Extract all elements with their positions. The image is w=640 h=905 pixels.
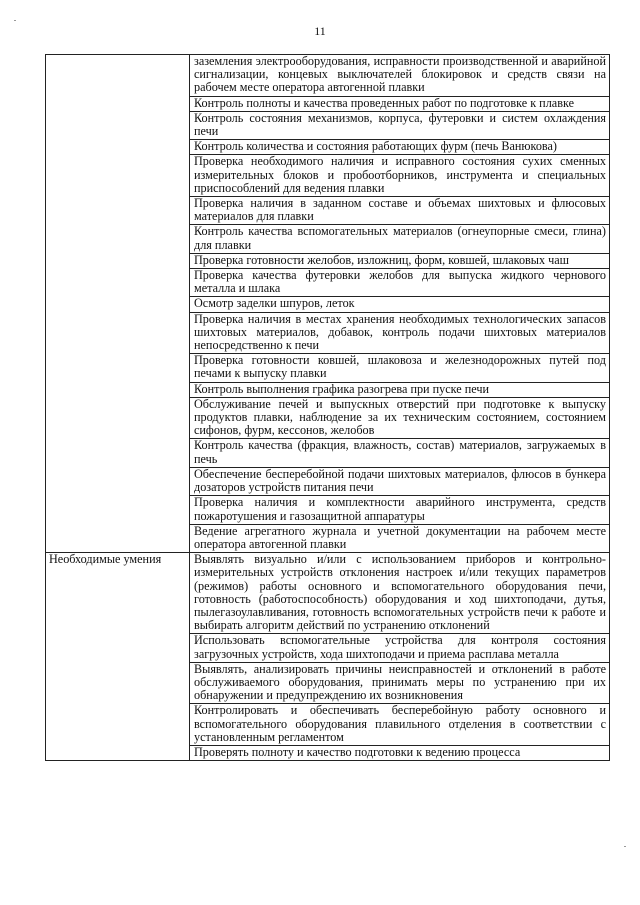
requirement-item: Проверять полноту и качество подготовки к ведению процесса <box>190 745 610 760</box>
page-number: 11 <box>314 24 326 38</box>
requirements-table <box>45 54 610 761</box>
requirement-item: Контролировать и обеспечивать бесперебойную работу основного и вспомогательного оборудования плавильного отделения в соответствии с установленным регламентом <box>190 704 610 746</box>
section-label: Необходимые умения <box>46 553 190 761</box>
requirement-item: Обслуживание печей и выпускных отверстий при подготовке к выпуску продуктов плавки, наблюдение за их техническим состоянием, состоянием сифонов, фурм, кессонов, желобов <box>190 397 610 439</box>
requirement-item: Контроль выполнения графика разогрева при пуске печи <box>190 382 610 397</box>
requirement-item: Проверка необходимого наличия и исправного состояния сухих сменных измерительных блоков и пробоотборников, инструмента и специальных приспособлений для ведения плавки <box>190 155 610 197</box>
scan-speck <box>14 20 16 21</box>
requirement-item: Проверка готовности желобов, изложниц, форм, ковшей, шлаковых чаш <box>190 253 610 268</box>
requirement-item: Проверка наличия в заданном составе и объемах шихтовых и флюсовых материалов для плавки <box>190 197 610 225</box>
requirement-item: Выявлять визуально и/или с использованием приборов и контрольно-измерительных устройств отклонения настроек и/или текущих параметров (режимов) работы основного и вспомогательного оборудования печи, готовность (работоспособность) оборудования и ход шихтоподачи, дутья, пылегазоулавливания, готовность вспомогательных устройств печи к работе и выбирать алгоритм действий по устранению отклонений <box>190 553 610 634</box>
requirement-item: Проверка наличия в местах хранения необходимых технологических запасов шихтовых материалов, добавок, контроль подачи шихтовых материалов непосредственно к печи <box>190 312 610 354</box>
requirement-item: Ведение агрегатного журнала и учетной документации на рабочем месте оператора автогенной плавки <box>190 524 610 552</box>
requirement-item: Использовать вспомогательные устройства для контроля состояния загрузочных устройств, хода шихтоподачи и приема расплава металла <box>190 634 610 662</box>
table-row <box>46 55 610 97</box>
requirement-item: Контроль количества и состояния работающих фурм (печь Ванюкова) <box>190 140 610 155</box>
requirement-item: Проверка качества футеровки желобов для выпуска жидкого чернового металла и шлака <box>190 269 610 297</box>
requirement-item: Контроль состояния механизмов, корпуса, футеровки и систем охлаждения печи <box>190 111 610 139</box>
requirement-item: Обеспечение бесперебойной подачи шихтовых материалов, флюсов в бункера дозаторов устройств питания печи <box>190 467 610 495</box>
section-label <box>46 55 190 553</box>
table-row <box>46 553 610 634</box>
requirement-item: Проверка готовности ковшей, шлаковоза и железнодорожных путей под печами к выпуску плавки <box>190 354 610 382</box>
requirement-item: Контроль качества вспомогательных материалов (огнеупорные смеси, глина) для плавки <box>190 225 610 253</box>
requirement-item: Проверка наличия и комплектности аварийного инструмента, средств пожаротушения и газозащитной аппаратуры <box>190 496 610 524</box>
requirement-item: Выявлять, анализировать причины неисправностей и отклонений в работе обслуживаемого оборудования, принимать меры по устранению при их обнаружении и предупреждению их возникновения <box>190 662 610 704</box>
scan-speck <box>624 846 626 847</box>
requirement-item: заземления электрооборудования, исправности производственной и аварийной сигнализации, концевых выключателей блокировок и средств связи на рабочем месте оператора автогенной плавки <box>190 55 610 97</box>
requirement-item: Контроль полноты и качества проведенных работ по подготовке к плавке <box>190 96 610 111</box>
requirement-item: Осмотр заделки шпуров, леток <box>190 297 610 312</box>
requirement-item: Контроль качества (фракция, влажность, состав) материалов, загружаемых в печь <box>190 439 610 467</box>
page-bottom-margin <box>0 829 640 905</box>
